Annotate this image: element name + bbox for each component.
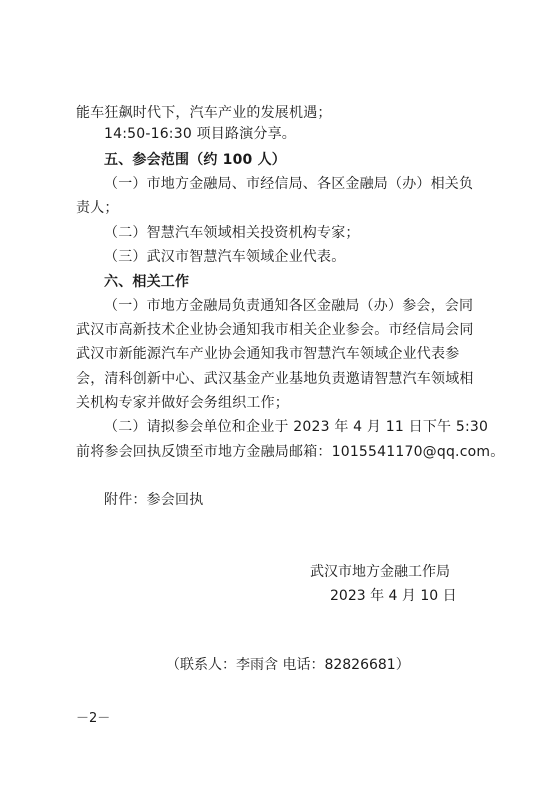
work-item-1-cont-2: 武汉市新能源汽车产业协会通知我市智慧汽车领域企业代表参: [76, 346, 460, 362]
attendee-item-3: （三）武汉市智慧汽车领域企业代表。: [104, 249, 346, 265]
work-item-1-cont-3: 会，清科创新中心、武汉基金产业基地负责邀请智慧汽车领域相: [76, 371, 474, 387]
work-item-1-cont-1: 武汉市高新技术企业协会通知我市相关企业参会。市经信局会同: [76, 322, 474, 338]
section-heading-attendees: 五、参会范围（约 100 人）: [104, 152, 286, 168]
body-line-continuation: 能车狂飙时代下，汽车产业的发展机遇；: [76, 105, 332, 121]
contact-info: （联系人：李雨含 电话：82826681）: [166, 657, 410, 673]
issuer-name: 武汉市地方金融工作局: [310, 564, 450, 580]
section-heading-work: 六、相关工作: [104, 274, 190, 290]
work-item-1: （一）市地方金融局负责通知各区金融局（办）参会，会同: [104, 298, 474, 314]
page-number: －2－: [76, 711, 111, 726]
schedule-line-roadshow: 14:50-16:30 项目路演分享。: [104, 126, 296, 142]
work-item-1-cont-4: 关机构专家并做好会务组织工作；: [76, 395, 289, 411]
attachment-note: 附件：参会回执: [104, 492, 204, 508]
issue-date: 2023 年 4 月 10 日: [330, 588, 457, 604]
work-item-2-cont: 前将参会回执反馈至市地方金融局邮箱：1015541170@qq.com。: [76, 444, 505, 460]
attendee-item-1-cont: 责人；: [76, 200, 119, 216]
attendee-item-2: （二）智慧汽车领域相关投资机构专家；: [104, 225, 360, 241]
work-item-2: （二）请拟参会单位和企业于 2023 年 4 月 11 日下午 5:30: [104, 419, 489, 435]
attendee-item-1: （一）市地方金融局、市经信局、各区金融局（办）相关负: [104, 176, 474, 192]
